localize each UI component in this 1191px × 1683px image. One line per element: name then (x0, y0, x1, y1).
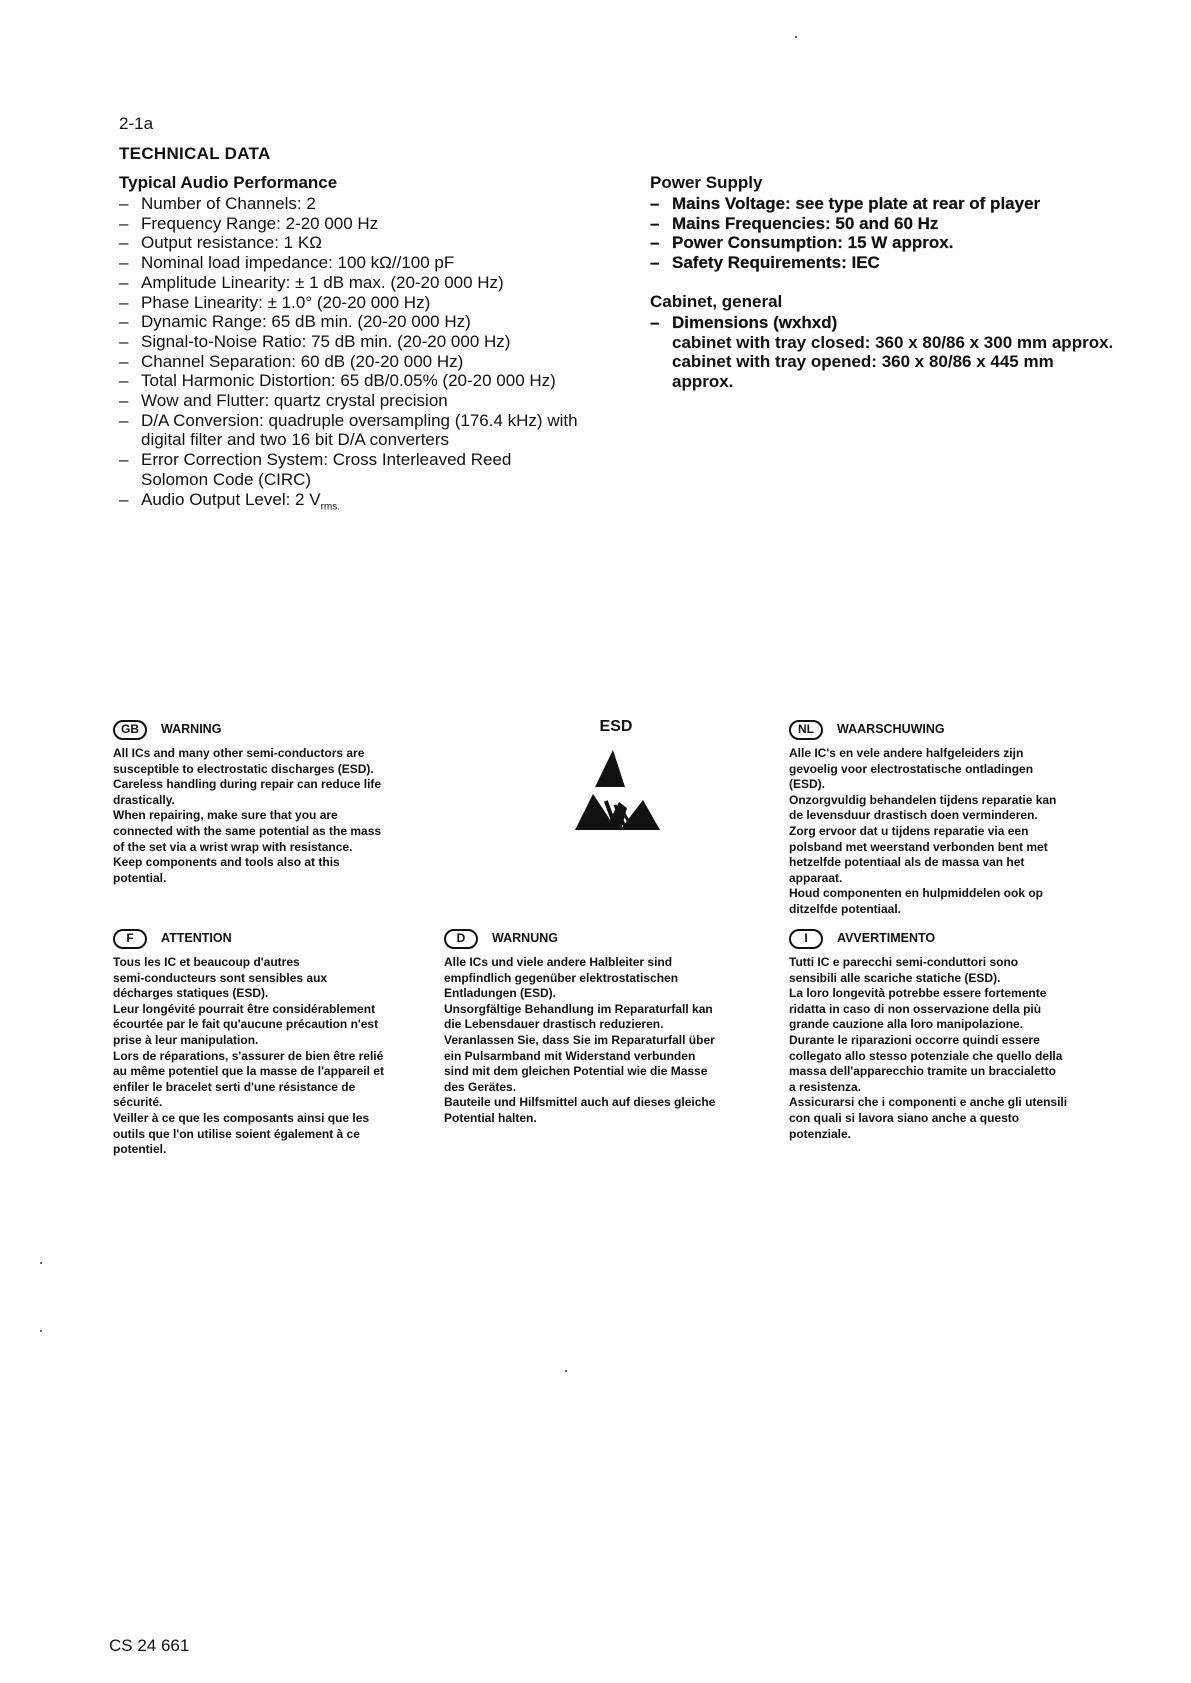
spec-item: – Power Consumption: 15 W approx. (650, 233, 1150, 253)
warning-line: sécurité. (113, 1095, 163, 1110)
country-badge-f: F (113, 929, 147, 949)
warning-line: Tous les IC et beaucoup d'autres (113, 955, 300, 969)
warning-line: empfindlich gegenüber elektrostatischen (444, 970, 679, 985)
spec-item: – Number of Channels: 2 (119, 194, 639, 214)
warning-title: AVVERTIMENTO (837, 931, 936, 946)
warning-line: die Lebensdauer drastisch reduzieren. (444, 1017, 664, 1032)
warning-title: WARNING (161, 722, 222, 737)
country-badge-gb: GB (113, 720, 147, 740)
warning-line: a resistenza. (789, 1079, 862, 1094)
warning-body (789, 955, 1099, 1142)
warning-line: collegato allo stesso potenziale che quello della (789, 1048, 1063, 1063)
warning-line: Lors de réparations, s'assurer de bien être relié (113, 1048, 384, 1063)
spec-item: – Dynamic Range: 65 dB min. (20-20 000 Hz) (119, 312, 639, 332)
spec-item: – Mains Voltage: see type plate at rear of player (650, 194, 1150, 214)
warning-line: massa dell'apparecchio tramite un braccialetto (789, 1064, 1056, 1079)
scan-speck (40, 1262, 42, 1264)
warning-line: sind mit dem gleichen Potential wie die Masse (444, 1064, 708, 1079)
warning-line: apparaat. (789, 870, 843, 885)
warning-line: La loro longevità potrebbe essere fortemente (789, 986, 1047, 1001)
warning-body (444, 955, 754, 1127)
output-level-subscript: rms. (320, 500, 341, 512)
warning-line: ridatta in caso di non osservazione della più (789, 1001, 1042, 1016)
cabinet-section-title: Cabinet, general (650, 291, 783, 311)
footer-code: CS 24 661 (109, 1636, 190, 1655)
warning-line: ditzelfde potentiaal. (789, 901, 902, 916)
warning-body (113, 955, 423, 1158)
country-badge-i: I (789, 929, 823, 949)
spec-item: – Dimensions (wxhxd) (650, 313, 1150, 333)
warning-title: WAARSCHUWING (837, 722, 945, 737)
page-number: 2-1a (119, 114, 154, 133)
warning-line: semi-conducteurs sont sensibles aux (113, 970, 328, 985)
warning-line: Leur longévité pourrait être considérablement (113, 1001, 376, 1016)
spec-item: – Signal-to-Noise Ratio: 75 dB min. (20-20 000 Hz) (119, 332, 639, 352)
warning-line: drastically. (113, 792, 175, 807)
spec-item: – Nominal load impedance: 100 kΩ//100 pF (119, 253, 639, 273)
warning-line: Bauteile und Hilfsmittel auch auf dieses gleiche (444, 1095, 716, 1110)
warning-gb (113, 717, 423, 886)
warning-line: susceptible to electrostatic discharges (ESD). (113, 761, 374, 776)
warning-line: potential. (113, 870, 167, 885)
warning-line: Keep components and tools also at this (113, 855, 340, 870)
warning-line: Durante le riparazioni occorre quindi essere (789, 1032, 1040, 1047)
audio-spec-list (119, 194, 639, 517)
warning-line: Zorg ervoor dat u tijdens reparatie via een (789, 823, 1029, 838)
power-cabinet-section (650, 173, 1150, 392)
warning-line: Alle IC's en vele andere halfgeleiders zijn (789, 746, 1024, 760)
warning-line: hetzelfde potentiaal als de massa van het (789, 855, 1025, 870)
audio-performance-section (119, 173, 639, 517)
country-badge-d: D (444, 929, 478, 949)
scan-speck (795, 36, 797, 38)
warning-title: WARNUNG (492, 931, 558, 946)
page-title: TECHNICAL DATA (119, 144, 271, 163)
warning-line: Onzorgvuldig behandelen tijdens reparatie kan (789, 792, 1057, 807)
spec-item: – Total Harmonic Distortion: 65 dB/0.05% (20-20 000 Hz) (119, 371, 639, 391)
warning-line: When repairing, make sure that you are (113, 808, 338, 823)
warning-i (789, 926, 1099, 1142)
audio-section-title: Typical Audio Performance (119, 173, 338, 192)
power-section-title: Power Supply (650, 173, 763, 192)
warning-line: Assicurarsi che i componenti e anche gli utensili (789, 1095, 1068, 1110)
country-badge-nl: NL (789, 720, 823, 740)
warning-line: Alle ICs und viele andere Halbleiter sind (444, 955, 673, 969)
warning-line: des Gerätes. (444, 1079, 517, 1094)
warning-line: Veiller à ce que les composants ainsi que les (113, 1110, 370, 1125)
spec-item: – Safety Requirements: IEC (650, 253, 1150, 273)
spec-item: – Mains Frequencies: 50 and 60 Hz (650, 214, 1150, 234)
warning-title: ATTENTION (161, 931, 232, 946)
cabinet-spec-list (650, 313, 1150, 333)
warning-line: ein Pulsarmband mit Widerstand verbunden (444, 1048, 696, 1063)
warning-line: potentiel. (113, 1142, 167, 1157)
warning-line: outils que l'on utilise soient également à ce (113, 1126, 360, 1141)
warning-line: polsband met weerstand verbonden bent met (789, 839, 1048, 854)
warning-line: of the set via a wrist wrap with resistance. (113, 839, 353, 854)
warning-body (789, 746, 1099, 918)
warning-line: de levensduur drastisch doen verminderen. (789, 808, 1038, 823)
spec-item: – Channel Separation: 60 dB (20-20 000 Hz) (119, 352, 639, 372)
spec-item: – Output resistance: 1 KΩ (119, 233, 639, 253)
output-level-text: Audio Output Level: 2 V (141, 489, 321, 509)
warning-line: Tutti IC e parecchi semi-conduttori sono (789, 955, 1019, 969)
warning-line: Careless handling during repair can reduce life (113, 777, 382, 792)
dimension-closed: cabinet with tray closed: 360 x 80/86 x 300 mm approx. (672, 332, 1114, 352)
warning-line: grande cauzione alla loro manipolazione. (789, 1017, 1024, 1032)
esd-label: ESD (599, 718, 633, 735)
warning-line: prise à leur manipulation. (113, 1032, 259, 1047)
warning-line: con quali si lavora siano anche a questo (789, 1110, 1020, 1125)
warning-line: (ESD). (789, 777, 825, 792)
warning-nl (789, 717, 1099, 918)
warning-line: enfiler le bracelet serti d'une résistance de (113, 1079, 356, 1094)
spec-item: – Frequency Range: 2-20 000 Hz (119, 214, 639, 234)
spec-item: – D/A Conversion: quadruple oversampling (176.4 kHz) with digital filter and two 16 bit D/A converters (119, 411, 611, 450)
warning-f (113, 926, 423, 1158)
warning-line: Veranlassen Sie, dass Sie im Reparaturfall über (444, 1032, 715, 1047)
warning-line: sensibili alle scariche statiche (ESD). (789, 970, 1001, 985)
power-spec-list (650, 194, 1150, 273)
spec-item: – Error Correction System: Cross Interleaved Reed Solomon Code (CIRC) (119, 450, 571, 489)
warning-line: au même potentiel que la masse de l'appareil et (113, 1064, 384, 1079)
warning-line: All ICs and many other semi-conductors are (113, 746, 365, 760)
warning-line: écourtée par le fait qu'aucune précaution n'est (113, 1017, 379, 1032)
scan-speck (565, 1370, 567, 1372)
spec-item: – Phase Linearity: ± 1.0° (20-20 000 Hz) (119, 293, 639, 313)
warning-line: Houd componenten en hulpmiddelen ook op (789, 886, 1043, 901)
spec-item-output-level (119, 490, 639, 517)
warning-line: connected with the same potential as the mass (113, 823, 382, 838)
dimension-opened: cabinet with tray opened: 360 x 80/86 x 445 mm approx. (672, 352, 1054, 391)
warning-line: Potential halten. (444, 1110, 537, 1125)
warning-line: potenziale. (789, 1126, 852, 1141)
spec-item: – Wow and Flutter: quartz crystal precision (119, 391, 639, 411)
warning-line: gevoelig voor electrostatische ontladingen (789, 761, 1034, 776)
warning-line: Unsorgfältige Behandlung im Reparaturfall kan (444, 1001, 713, 1016)
esd-warning-icon (565, 742, 675, 837)
warning-d (444, 926, 754, 1127)
warning-line: décharges statiques (ESD). (113, 986, 269, 1001)
esd-symbol (560, 718, 680, 842)
warning-body (113, 746, 423, 886)
warning-line: Entladungen (ESD). (444, 986, 556, 1001)
spec-item: – Amplitude Linearity: ± 1 dB max. (20-20 000 Hz) (119, 273, 639, 293)
scan-speck (40, 1330, 42, 1332)
